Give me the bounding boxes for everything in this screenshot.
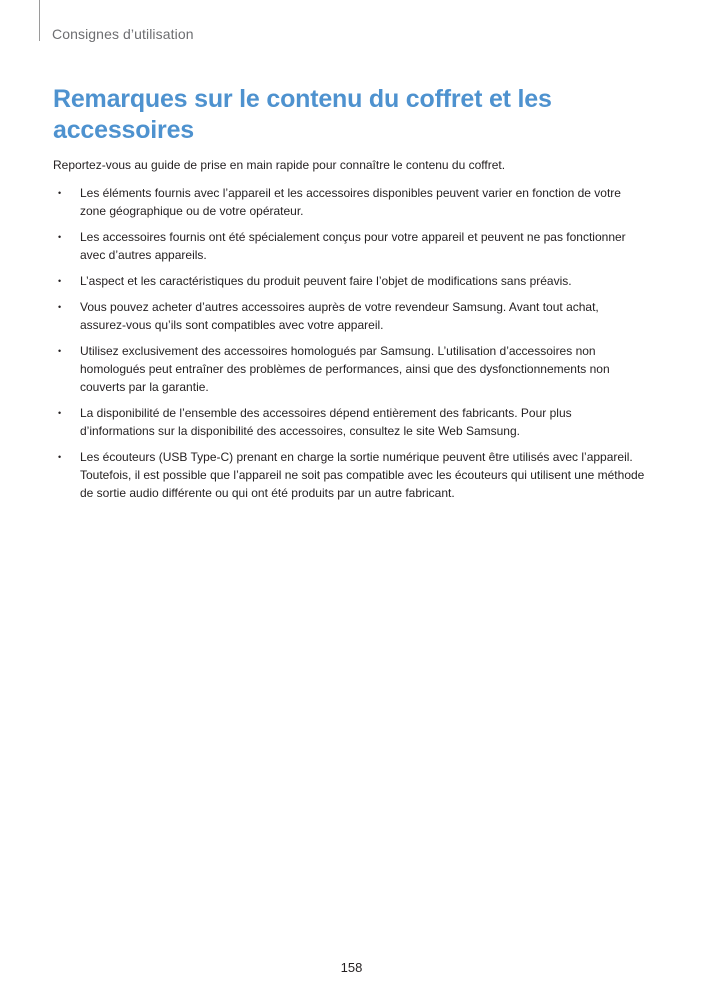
page-number: 158 — [340, 960, 363, 975]
bullet-icon: • — [58, 408, 62, 418]
list-item — [53, 404, 648, 440]
bullet-icon: • — [58, 276, 62, 286]
bullet-icon: • — [58, 302, 62, 312]
list-item — [53, 184, 648, 220]
list-item-text: Les éléments fournis avec l’appareil et les accessoires disponibles peuvent varier en fonction de votre zone géographique ou de votre opérateur. — [80, 186, 621, 218]
bullet-icon: • — [58, 452, 62, 462]
list-item — [53, 272, 648, 290]
list-item — [53, 298, 648, 334]
list-item — [53, 342, 648, 396]
bullet-icon: • — [58, 346, 62, 356]
bullet-icon: • — [58, 188, 62, 198]
page-title: Remarques sur le contenu du coffret et les accessoires — [53, 85, 552, 144]
bullet-icon: • — [58, 232, 62, 242]
section-header: Consignes d’utilisation — [52, 26, 194, 42]
intro-paragraph: Reportez-vous au guide de prise en main rapide pour connaître le contenu du coffret. — [53, 158, 506, 172]
list-item-text: Les écouteurs (USB Type-C) prenant en charge la sortie numérique peuvent être utilisés avec l’appareil. Toutefois, il est possible que l’appareil ne soit pas compatible avec les écouteurs qui utilisent une méthode de sortie audio différente ou qui ont été produits par un autre fabricant. — [80, 450, 645, 500]
list-item-text: Vous pouvez acheter d’autres accessoires auprès de votre revendeur Samsung. Avant tout achat, assurez-vous qu’ils sont compatibles avec votre appareil. — [80, 300, 599, 332]
list-item-text: La disponibilité de l’ensemble des accessoires dépend entièrement des fabricants. Pour plus d’informations sur la disponibilité des accessoires, consultez le site Web Samsung. — [80, 406, 572, 438]
bullet-list — [53, 184, 648, 510]
list-item-text: L’aspect et les caractéristiques du produit peuvent faire l’objet de modifications sans préavis. — [80, 274, 572, 288]
list-item-text: Les accessoires fournis ont été spécialement conçus pour votre appareil et peuvent ne pas fonctionner avec d’autres appareils. — [80, 230, 626, 262]
list-item — [53, 228, 648, 264]
list-item-text: Utilisez exclusivement des accessoires homologués par Samsung. L’utilisation d’accessoires non homologués peut entraîner des problèmes de performances, ainsi que des dysfonctionnements non couverts par la garantie. — [80, 344, 610, 394]
list-item — [53, 448, 648, 502]
header-divider-line — [39, 0, 40, 41]
